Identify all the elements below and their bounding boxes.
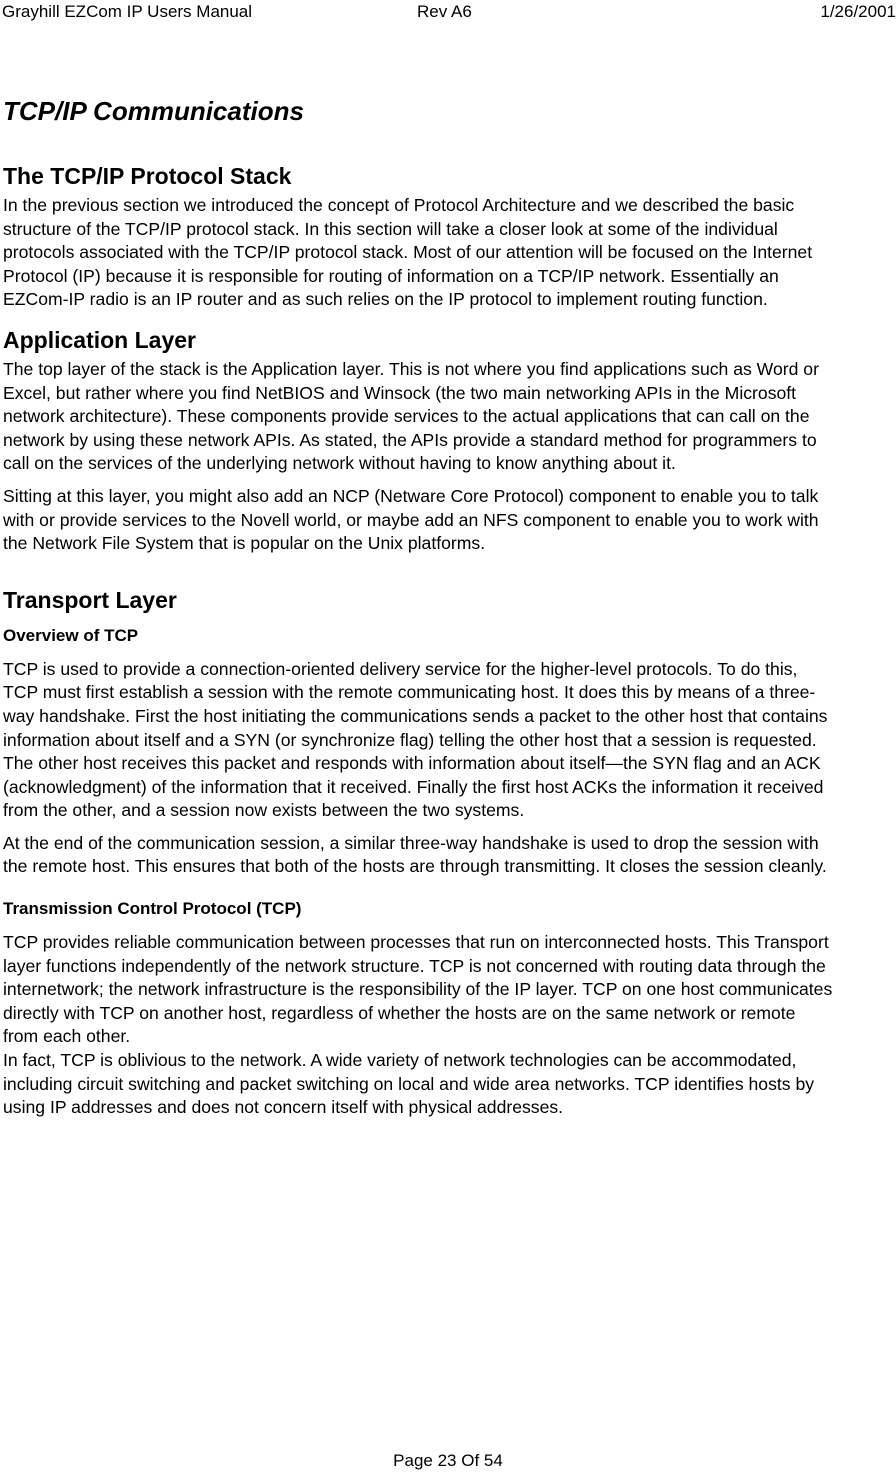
header-manual-title: Grayhill EZCom IP Users Manual: [2, 2, 253, 21]
header-revision: Rev A6: [417, 2, 472, 21]
paragraph-application-1: The top layer of the stack is the Application layer. This is not where you find applications such as Word or Excel, but rather where you find NetBIOS and Winsock (the two main networking APIs in the Microsoft network architecture). These components provide services to the actual applications that can call on the network by using these network APIs. As stated, the APIs provide a standard method for programmers to call on the services of the underlying network without having to know anything about it.: [3, 358, 819, 474]
paragraph-overview-2: At the end of the communication session, a similar three-way handshake is used to drop the session with the remote host. This ensures that both of the hosts are through transmitting. It closes the session cleanly.: [3, 832, 827, 877]
paragraph-tcp-1: TCP provides reliable communication between processes that run on interconnected hosts. This Transport layer functions independently of the network structure. TCP is not concerned with routing data through the internetwork; the network infrastructure is the responsibility of the IP layer. TCP on one host communicates directly with TCP on another host, regardless of whether the hosts are on the same network or remote from each other.: [3, 932, 833, 1047]
paragraph-application-2: Sitting at this layer, you might also add an NCP (Netware Core Protocol) component to enable you to talk with or provide services to the Novell world, or maybe add an NFS component to enable you to work with the Network File System that is popular on the Unix platforms.: [3, 485, 819, 554]
paragraph-protocol-stack: In the previous section we introduced the concept of Protocol Architecture and we described the basic structure of the TCP/IP protocol stack. In this section will take a closer look at some of the individual protocols associated with the TCP/IP protocol stack. Most of our attention will be focused on the Internet Protocol (IP) because it is responsible for routing of information on a TCP/IP network. Essentially an EZCom-IP radio is an IP router and as such relies on the IP protocol to implement routing function.: [3, 195, 813, 310]
paragraph-overview-1: TCP is used to provide a connection-oriented delivery service for the higher-level protocols. To do this, TCP must first establish a session with the remote communicating host. It does this by means of a three-way handshake. First the host initiating the communications sends a packet to the other host that contains information about itself and a SYN (or synchronize flag) telling the other host that a session is requested. The other host receives this packet and responds with information about itself—the SYN flag and an ACK (acknowledgment) of the information that it received. Finally the first host ACKs the information it received from the other, and a session now exists between the two systems.: [3, 658, 828, 821]
section-heading-protocol-stack: The TCP/IP Protocol Stack: [3, 163, 292, 189]
page-header: [0, 0, 896, 24]
subheading-overview-of-tcp: Overview of TCP: [3, 625, 139, 645]
page-title: TCP/IP Communications: [3, 96, 304, 126]
page-number: Page 23 Of 54: [393, 1451, 503, 1470]
page-footer: [0, 1450, 896, 1472]
section-heading-application-layer: Application Layer: [3, 326, 196, 353]
section-heading-transport-layer: Transport Layer: [3, 586, 177, 613]
page-content: [3, 94, 833, 1129]
subheading-tcp: Transmission Control Protocol (TCP): [3, 899, 302, 919]
paragraph-tcp-2: In fact, TCP is oblivious to the network. A wide variety of network technologies can be accommodated, including circuit switching and packet switching on local and wide area networks. TCP identifies hosts by using IP addresses and does not concern itself with physical addresses.: [3, 1050, 815, 1118]
header-date: 1/26/2001: [820, 2, 896, 21]
